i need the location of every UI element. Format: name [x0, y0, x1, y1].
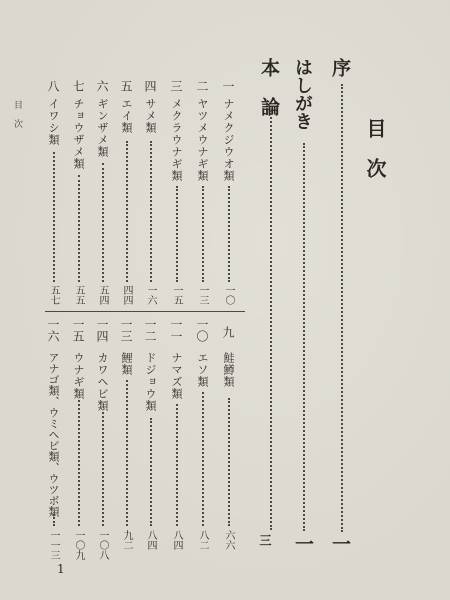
leader-dots: [202, 392, 204, 526]
chapter-number: 一四: [95, 318, 109, 342]
leader-dots: [150, 418, 152, 526]
chapter-label: メクラウナギ類: [170, 98, 183, 182]
chapter-page: 一五: [171, 285, 182, 305]
chapter-number: 三: [169, 80, 183, 92]
leader-dots: [228, 186, 230, 282]
leader-dots: [176, 186, 178, 282]
chapter-page: 九二: [121, 530, 132, 550]
leader-dots: [102, 412, 104, 526]
front-label-honron: 本論: [258, 58, 280, 136]
chapter-number: 一三: [119, 318, 133, 342]
leader-dots: [102, 163, 104, 282]
leader-dots: [53, 514, 55, 526]
chapter-number: 九: [221, 326, 235, 338]
chapter-label: ナマズ類: [170, 352, 183, 400]
chapter-number: 一五: [71, 318, 85, 342]
leader-dots: [78, 400, 80, 526]
chapter-page: 一三: [197, 285, 208, 305]
chapter-number: 四: [143, 80, 157, 92]
chapter-number: 七: [71, 80, 85, 92]
leader-dots: [202, 186, 204, 282]
front-page-preface: 一: [329, 534, 351, 553]
leader-dots: [176, 404, 178, 526]
leader-dots: [270, 110, 272, 530]
chapter-number: 一一: [169, 318, 183, 342]
chapter-page: 八四: [171, 530, 182, 550]
chapter-number: 二: [195, 80, 209, 92]
chapter-number: 五: [119, 80, 133, 92]
leader-dots: [126, 141, 128, 282]
chapter-page: 五七: [48, 285, 59, 305]
chapter-page: 一六: [145, 285, 156, 305]
chapter-page: 一〇八: [97, 530, 108, 560]
chapter-label: エイ類: [120, 98, 133, 134]
chapter-page: 八四: [145, 530, 156, 550]
chapter-number: 六: [95, 80, 109, 92]
chapter-page: 五五: [73, 285, 84, 305]
chapter-label: 鮭鱒類: [222, 352, 235, 388]
chapter-label: ドジョウ類: [144, 352, 157, 412]
chapter-number: 一〇: [195, 318, 209, 342]
front-label-hashigaki: はしがき: [292, 58, 313, 130]
chapter-number: 八: [46, 80, 60, 92]
leader-dots: [53, 152, 55, 282]
chapter-label: エソ類: [196, 352, 209, 388]
chapter-page: 四四: [121, 285, 132, 305]
leader-dots: [303, 143, 305, 531]
chapter-label: チョウザメ類: [72, 98, 85, 170]
leader-dots: [126, 380, 128, 526]
chapter-label: イワシ類: [47, 98, 60, 146]
chapter-label: ヤツメウナギ類: [196, 98, 209, 182]
chapter-page: 一一三: [48, 530, 59, 560]
chapter-label: ナメクジウオ類: [222, 98, 235, 182]
chapter-label: アナゴ類、ウミヘビ類、ウツボ類: [47, 352, 60, 517]
chapter-label: ウナギ類: [72, 352, 85, 400]
leader-dots: [78, 175, 80, 282]
chapter-page: 六六: [223, 530, 234, 550]
chapter-page: 八二: [197, 530, 208, 550]
chapter-label: 鯉類: [120, 352, 133, 376]
chapter-number: 一六: [46, 318, 60, 342]
running-header: 目次: [12, 100, 22, 138]
divider-rule: [45, 311, 245, 312]
chapter-page: 五四: [97, 285, 108, 305]
chapter-label: ギンザメ類: [96, 98, 109, 158]
front-label-preface: 序: [329, 58, 351, 77]
chapter-label: カワヘビ類: [96, 352, 109, 412]
leader-dots: [150, 141, 152, 282]
leader-dots: [341, 84, 343, 532]
leader-dots: [228, 398, 230, 526]
chapter-number: 一: [221, 80, 235, 92]
chapter-label: サメ類: [144, 98, 157, 134]
front-page-honron: 三: [258, 534, 272, 546]
chapter-page: 一〇: [223, 285, 234, 305]
front-page-hashigaki: 一: [292, 534, 314, 553]
page-title: 目次: [363, 118, 387, 198]
chapter-page: 一〇九: [73, 530, 84, 560]
chapter-number: 一二: [143, 318, 157, 342]
page-number: 1: [57, 562, 65, 576]
